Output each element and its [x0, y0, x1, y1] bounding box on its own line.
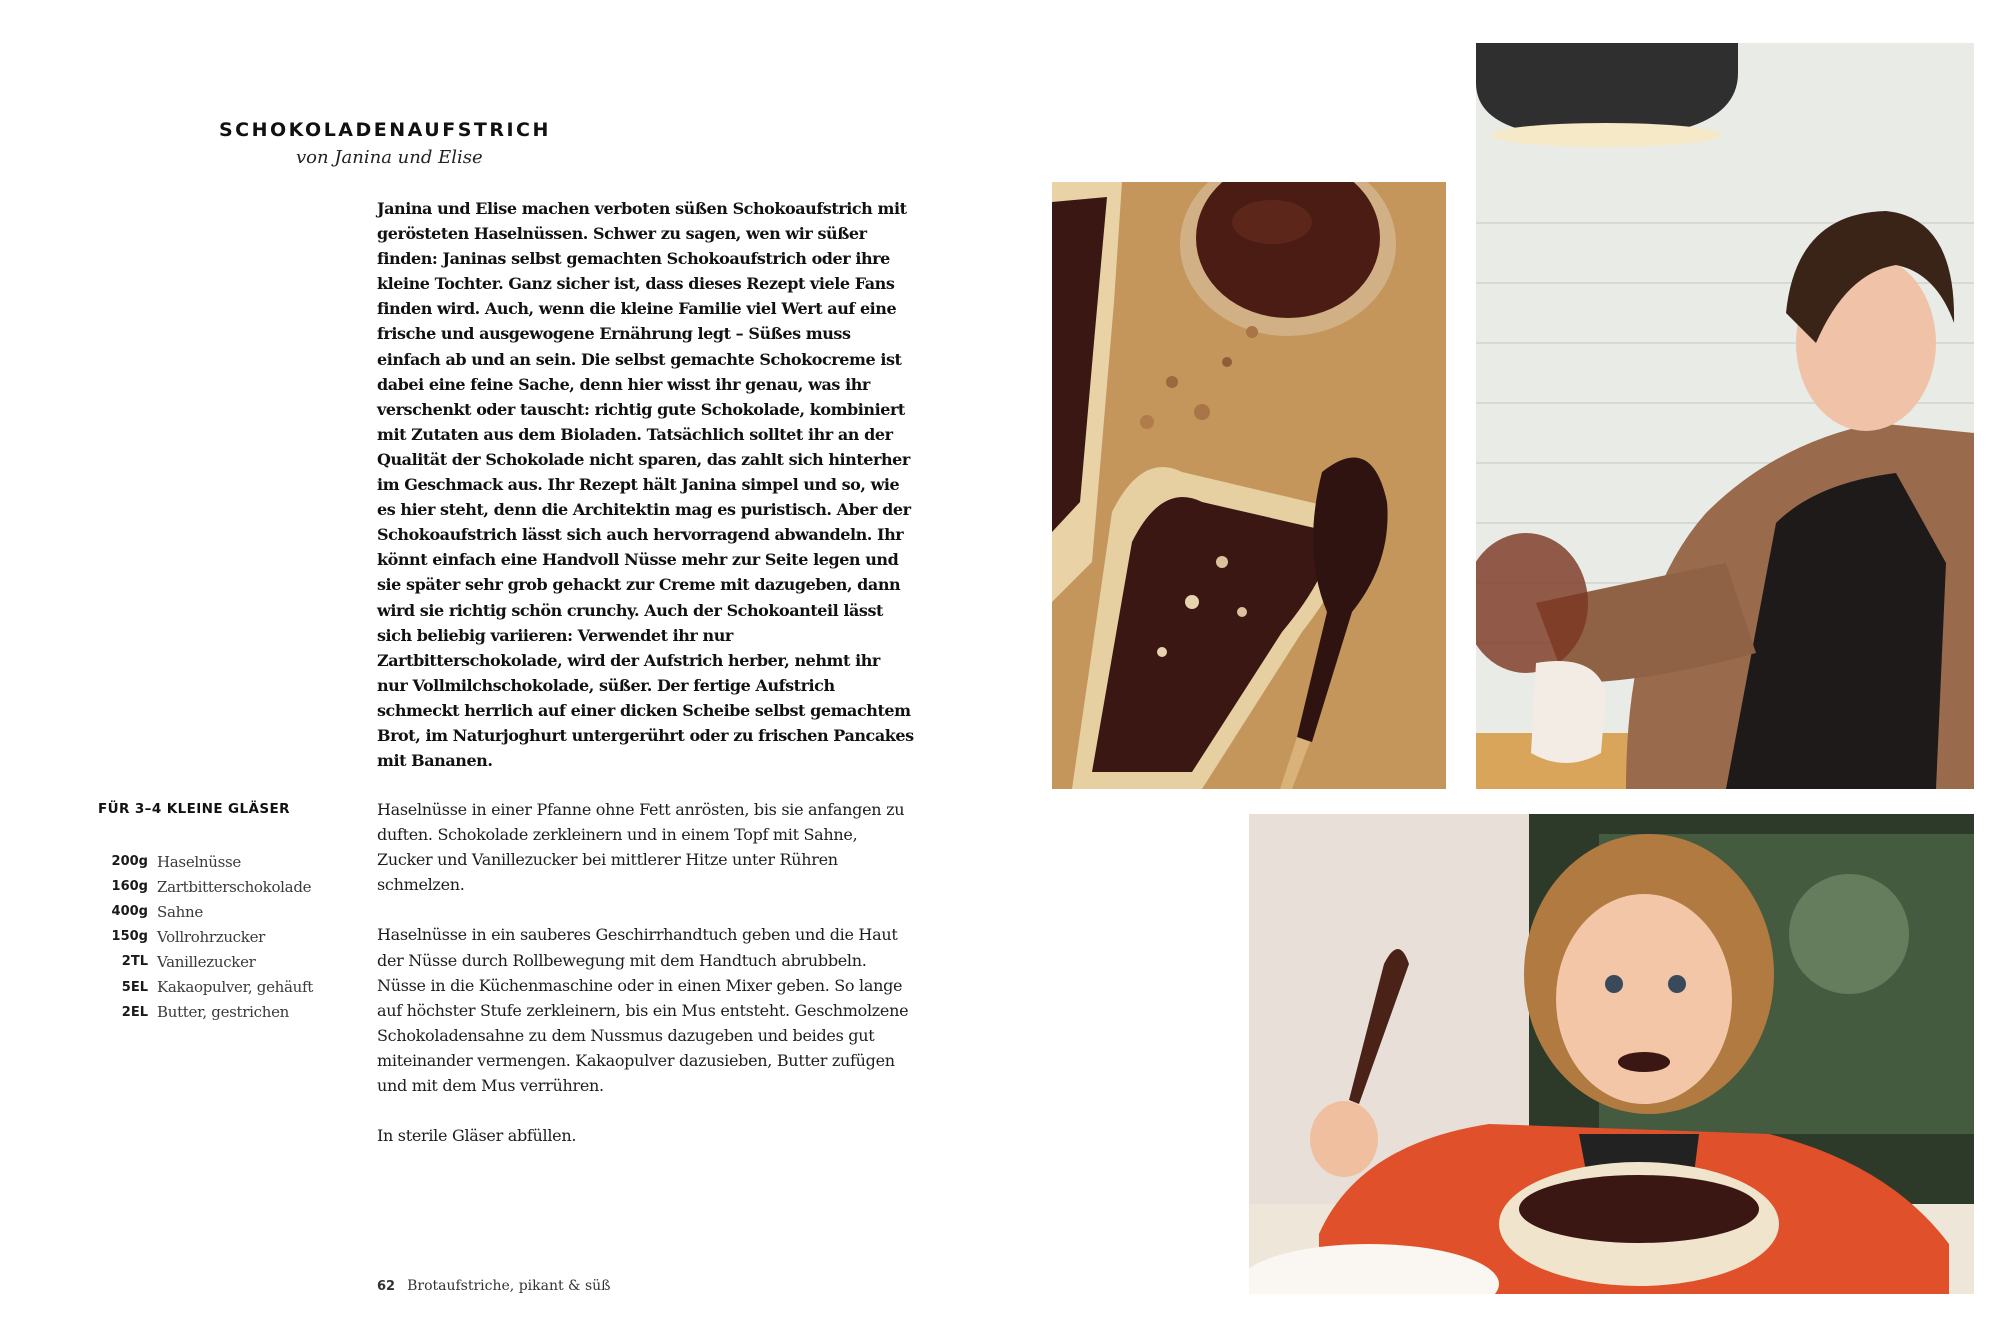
ingredient-quantity: 200g [111, 854, 148, 870]
photo-child-eating-chocolate [1249, 814, 1974, 1294]
ingredient-name: Vanillezucker [157, 952, 256, 971]
ingredient-item [98, 899, 338, 924]
ingredient-quantity: 150g [111, 929, 148, 945]
ingredient-quantity: 400g [111, 904, 148, 920]
food-photo-graphic [1052, 182, 1446, 789]
ingredient-item [98, 849, 338, 874]
ingredient-quantity: 2TL [121, 954, 148, 970]
recipe-step: Haselnüsse in einer Pfanne ohne Fett anrösten, bis sie anfangen zu duften. Schokolade zerkleinern und in einem Topf mit Sahne, Zucker und Vanillezucker bei mittlerer Hitze unter Rühren schmelzen. [377, 800, 905, 895]
ingredient-name: Vollrohrzucker [157, 927, 266, 946]
ingredient-item [98, 1000, 338, 1025]
ingredient-name: Kakaopulver, gehäuft [157, 978, 314, 997]
recipe-intro: Janina und Elise machen verboten süßen Schokoaufstrich mit gerösteten Haselnüssen. Schwer zu sagen, wen wir süßer finden: Janinas selbst gemachten Schokoaufstrich oder ihre kleine Tochter. Ganz sicher ist, dass dieses Rezept viele Fans finden wird. Auch, wenn die kleine Familie viel Wert auf eine frische und ausgewogene Ernährung legt – Süßes muss einfach ab und an sein. Die selbst gemachte Schokocreme ist dabei eine feine Sache, denn hier wisst ihr genau, was ihr verschenkt oder tauscht: richtig gute Schokolade, kombiniert mit Zutaten aus dem Bioladen. Tatsächlich solltet ihr an der Qualität der Schokolade nicht sparen, das zahlt sich hinterher im Geschmack aus. Ihr Rezept hält Janina simpel und so, wie es hier steht, denn die Architektin mag es puristisch. Aber der Schokoaufstrich lässt sich auch hervorragend abwandeln. Ihr könnt einfach eine Handvoll Nüsse mehr zur Seite legen und sie später sehr grob gehackt zur Creme mit dazugeben, dann wird sie richtig schön crunchy. Auch der Schokoanteil lässt sich beliebig variieren: Verwendet ihr nur Zartbitterschokolade, wird der Aufstrich herber, nehmt ihr nur Vollmilchschokolade, süßer. Der fertige Aufstrich schmeckt herrlich auf einer dicken Scheibe selbst gemachtem Brot, im Naturjoghurt untergerührt oder zu frischen Pancakes mit Bananen. [377, 199, 914, 771]
ingredient-item [98, 974, 338, 999]
recipe-step: Haselnüsse in ein sauberes Geschirrhandtuch geben und die Haut der Nüsse durch Rollbewegung mit dem Handtuch abrubbeln. Nüsse in die Küchenmaschine oder in einen Mixer geben. So lange auf höchster Stufe zerkleinern, bis ein Mus entsteht. Geschmolzene Schokoladensahne zu dem Nussmus dazugeben und beides gut miteinander vermengen. Kakaopulver dazusieben, Butter zufügen und mit dem Mus verrühren. [377, 925, 909, 1096]
ingredient-name: Sahne [157, 902, 203, 921]
photo-chocolate-spread-bread [1052, 182, 1446, 789]
child-photo-graphic [1249, 814, 1974, 1294]
photo-woman-at-table [1476, 43, 1974, 789]
ingredient-name: Zartbitterschokolade [157, 877, 312, 896]
ingredient-quantity: 5EL [121, 979, 148, 995]
ingredient-quantity: 2EL [121, 1004, 148, 1020]
ingredient-name: Butter, gestrichen [157, 1003, 290, 1022]
ingredient-name: Haselnüsse [157, 852, 241, 871]
portrait-photo-graphic [1476, 43, 1974, 789]
ingredient-item [98, 924, 338, 949]
ingredient-list [98, 849, 338, 1025]
ingredient-item [98, 949, 338, 974]
recipe-subtitle: von Janina und Elise [296, 147, 483, 168]
recipe-step: In sterile Gläser abfüllen. [377, 1126, 577, 1146]
page-footer [377, 1278, 611, 1294]
page-number: 62 [377, 1278, 396, 1294]
recipe-yield: FÜR 3–4 KLEINE GLÄSER [98, 801, 290, 817]
ingredient-quantity: 160g [111, 879, 148, 895]
section-name: Brotaufstriche, pikant & süß [407, 1278, 611, 1294]
recipe-title: SCHOKOLADENAUFSTRICH [219, 119, 551, 141]
ingredient-item [98, 874, 338, 899]
recipe-steps [377, 797, 915, 1173]
